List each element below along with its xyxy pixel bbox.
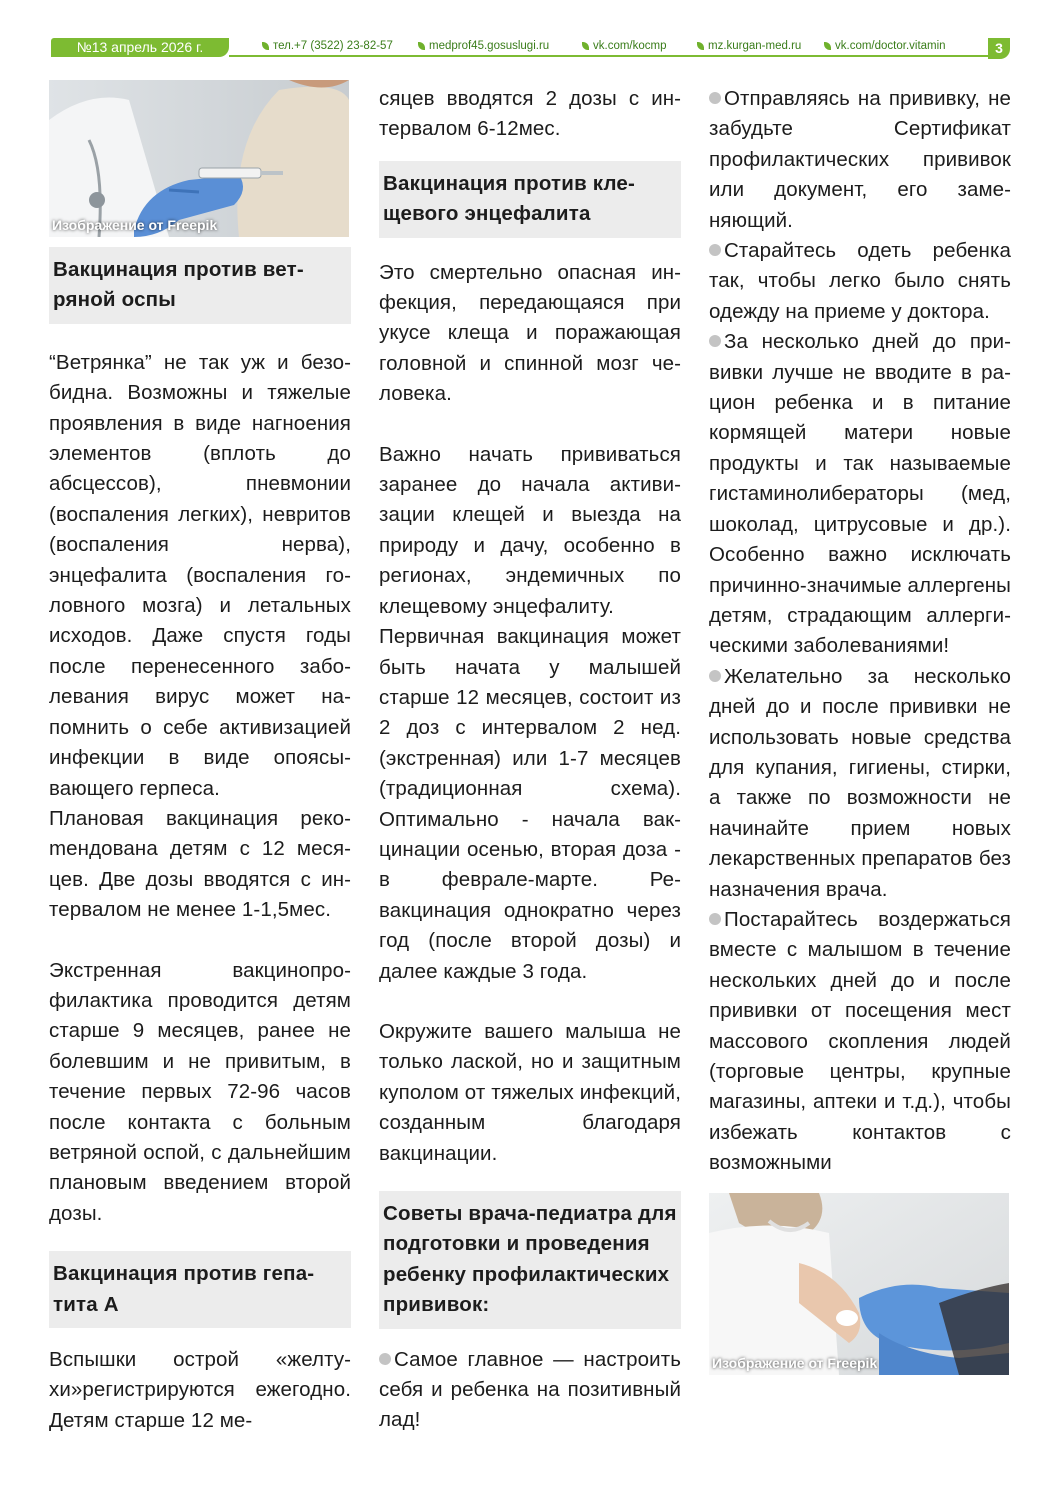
leaf-icon (418, 42, 425, 50)
bullet-icon (709, 670, 721, 682)
doctor-syringe-illustration (49, 80, 349, 237)
doctor-vaccination-photo (49, 80, 349, 237)
paragraph: Это смертельно опасная инфекция, передающаяся при укусе клеща и поражающая головной и спинной мозг человека. (379, 260, 681, 406)
issue-label: №13 апрель 2026 г. (51, 38, 229, 57)
bullet-icon (709, 913, 721, 925)
tip-item (709, 662, 1011, 905)
tip-text: Отправляясь на прививку, не забудьте Сертификат профилактических прививок или документ, его заменяющий. (709, 87, 1011, 232)
paragraph: сяцев вводятся 2 дозы с интервалом 6-12мес. (379, 87, 681, 141)
leaf-icon (582, 42, 589, 50)
column-3 (709, 84, 1011, 1375)
contact-phone[interactable] (262, 38, 393, 54)
tip-item (379, 1345, 681, 1436)
bullet-icon (709, 244, 721, 256)
contacts-bar (0, 38, 1061, 54)
contact-link-text: medprof45.gosuslugi.ru (429, 40, 550, 52)
bullet-icon (379, 1353, 391, 1365)
bullet-icon (709, 335, 721, 347)
tip-text: Самое главное — настроить себя и ребенка на позитивный лад! (379, 1347, 681, 1432)
paragraph: Вспышки острой «желтухи»регистрируются ежегодно. Детям старше 12 ме- (49, 1348, 351, 1432)
tip-text: Старайтесь одеть ребенка так, чтобы легко было снять одежду на приеме у доктора. (709, 239, 1011, 323)
bullet-icon (709, 92, 721, 104)
leaf-icon (697, 42, 704, 50)
section-heading-pediatrician-tips: Советы врача-педиатра для подготовки и проведения ребенку профилактических прививок: (379, 1191, 681, 1329)
contact-link-kurgan-med[interactable] (697, 38, 801, 54)
page-number: 3 (988, 38, 1010, 59)
paragraph: Первичная вакцинация может быть начата у малышей старше 12 месяцев, состоит из 2 доз с интервалом 2 нед. (экстренная) или 1-7 месяцев (традиционная схема). Оптимально - начала вакцинации осенью, вторая доза - в феврале-марте. Ревакцинация однократно через год (после второй дозы) и далее каждые 3 года. (379, 625, 681, 983)
column-2 (379, 84, 681, 1436)
child-arm-illustration (709, 1193, 1009, 1375)
photo-caption: Изображение от Freepik (712, 1354, 878, 1371)
column-1 (49, 80, 351, 1436)
section-heading-chickenpox: Вакцинация против ветряной оспы (49, 247, 351, 324)
contact-link-text: vk.com/kocmp (593, 40, 667, 52)
child-vaccination-photo (709, 1193, 1009, 1375)
contact-link-text: vk.com/doctor.vitamin (835, 40, 946, 52)
contact-phone-text: тел.+7 (3522) 23-82-57 (273, 40, 393, 52)
photo-caption: Изображение от Freepik (52, 217, 218, 233)
leaf-icon (262, 42, 269, 50)
leaf-icon (824, 42, 831, 50)
contact-link-gosuslugi[interactable] (418, 38, 549, 54)
paragraph: Плановая вакцинация рекоmендована детям с 12 месяцев. Две дозы вводятся с интервалом не менее 1-1,5мес. (49, 806, 351, 922)
tip-item (709, 236, 1011, 327)
section-heading-tick-encephalitis: Вакцинация против клещевого энцефалита (379, 161, 681, 238)
section-heading-hepatitis-a: Вакцинация против гепатита А (49, 1251, 351, 1328)
paragraph: Важно начать прививаться заранее до начала активизации клещей и выезда на природу и дачу, особенно в регионах, эндемичных по клещевому энцефалиту. (379, 442, 681, 618)
contact-link-vk-doctor[interactable] (824, 38, 946, 54)
tip-item (709, 84, 1011, 236)
contact-link-text: mz.kurgan-med.ru (708, 40, 802, 52)
tip-item (709, 905, 1011, 1179)
tip-text: За несколько дней до прививки лучше не вводите в рацион ребенка и в питание кормящей матери новые продукты и так называемые гистаминолибераторы (мед, шоколад, цитрусовые и др.). Особенно важно исключать причинно-значимые аллергены детям, страдающим аллергическими заболеваниями! (709, 330, 1011, 658)
tip-text: Постарайтесь воздержаться вместе с малышом в течение нескольких дней до и после прививки от посещения мест массового скопления людей (торговые центры, крупные магазины, аптеки и т.д.), чтобы избежать контактов с возможными (709, 907, 1011, 1175)
header-divider (229, 55, 989, 57)
paragraph: Окружите вашего малыша не только лаской, но и защитным куполом от тяжелых инфекций, созданным благодаря вакцинации. (379, 1019, 681, 1165)
tip-item (709, 327, 1011, 661)
contact-link-vk-kocmp[interactable] (582, 38, 667, 54)
paragraph: Экстренная вакцинопрофилактика проводится детям старше 9 месяцев, ранее не болевшим и не привитым, в течение первых 72-96 часов после контакта с больным ветряной оспой, с дальнейшим плановым введением второй дозы. (49, 958, 351, 1225)
tip-text: Желательно за несколько дней до и после прививки не использовать новые средства для купания, гигиены, стирки, а также по возможности не начинайте прием новых лекарственных препаратов без назначения врача. (709, 664, 1011, 901)
paragraph: “Ветрянка” не так уж и безобидна. Возможны и тяжелые проявления в виде нагноения элементов (вплоть до абсцессов), пневмонии (воспаления легких), невритов (воспаления нерва), энцефалита (воспаления головного мозга) и летальных исходов. Даже спустя годы после перенесенного заболевания вирус может напомнить о себе активизацией инфекции в виде опоясывающего герпеса. (49, 350, 351, 800)
